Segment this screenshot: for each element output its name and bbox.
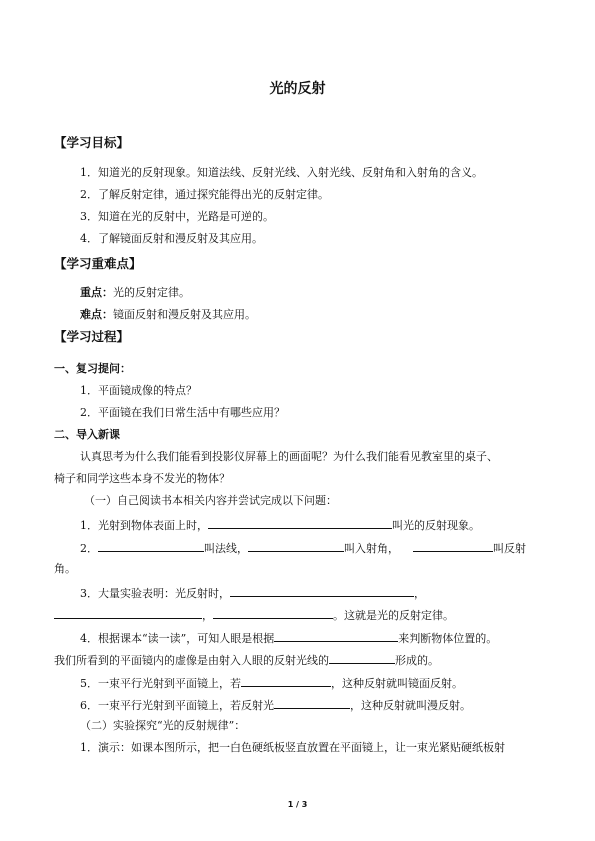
answer-blank[interactable] — [230, 585, 414, 597]
fill-question-4 — [80, 630, 497, 646]
question-text: 叫反射 — [493, 542, 526, 555]
section-key-heading: 【学习重难点】 — [54, 256, 142, 271]
goal-item: 4．了解镜面反射和漫反射及其应用。 — [80, 232, 263, 245]
review-question: 1．平面镜成像的特点？ — [80, 384, 197, 397]
question-text: 形成的。 — [395, 654, 439, 667]
answer-blank[interactable] — [54, 607, 202, 619]
goal-item: 3．知道在光的反射中，光路是可逆的。 — [80, 210, 274, 223]
intro-paragraph: 认真思考为什么我们能看到投影仪屏幕上的画面呢？为什么我们能看见教室里的桌子、 — [80, 450, 498, 463]
fill-question-3-cont — [54, 607, 454, 623]
fill-question-6 — [80, 697, 471, 713]
goal-item: 2．了解反射定律，通过探究能得出光的反射定律。 — [80, 188, 329, 201]
part-one-heading: （一）自己阅读书本相关内容并尝试完成以下问题： — [84, 494, 337, 507]
intro-heading: 二、导入新课 — [54, 428, 120, 441]
answer-blank[interactable] — [274, 630, 398, 642]
question-text: 叫光的反射现象。 — [392, 519, 480, 532]
answer-blank[interactable] — [329, 652, 395, 664]
answer-blank[interactable] — [413, 540, 493, 552]
answer-blank[interactable] — [208, 517, 392, 529]
fill-question-2-cont: 角。 — [54, 562, 76, 575]
fill-question-3 — [80, 585, 425, 601]
review-question: 2．平面镜在我们日常生活中有哪些应用？ — [80, 406, 285, 419]
goal-item: 1．知道光的反射现象。知道法线、反射光线、入射光线、反射角和入射角的含义。 — [80, 166, 483, 179]
intro-paragraph: 椅子和同学这些本身不发光的物体？ — [54, 472, 230, 485]
fill-question-4-cont — [54, 652, 439, 668]
question-text: 我们所看到的平面镜内的虚像是由射入人眼的反射光线的 — [54, 654, 329, 667]
question-text: 。这就是光的反射定律。 — [333, 609, 454, 622]
key-point — [80, 286, 190, 300]
fill-question-1 — [80, 517, 480, 533]
answer-blank[interactable] — [274, 697, 350, 709]
page-number: 1 / 3 — [287, 800, 308, 809]
answer-blank[interactable] — [213, 607, 333, 619]
question-text: 来判断物体位置的。 — [398, 632, 498, 645]
question-text: 5．一束平行光射到平面镜上，若 — [80, 677, 241, 690]
question-text: 3．大量实验表明：光反射时， — [80, 587, 230, 600]
question-text: 4．根据课本“读一读”，可知人眼是根据 — [80, 632, 275, 645]
answer-blank[interactable] — [248, 540, 344, 552]
question-text: 叫入射角， — [344, 542, 399, 555]
fill-question-5 — [80, 675, 463, 691]
section-goals-heading: 【学习目标】 — [54, 135, 130, 150]
difficult-label: 难点： — [80, 308, 113, 321]
question-text: ， — [414, 587, 425, 600]
part-two-heading: （二）实验探究“光的反射规律”： — [80, 719, 246, 732]
review-heading: 一、复习提问： — [54, 362, 131, 375]
question-text: 1．光射到物体表面上时， — [80, 519, 208, 532]
answer-blank[interactable] — [98, 540, 204, 552]
question-text: ，这种反射就叫漫反射。 — [350, 699, 471, 712]
difficult-point — [80, 308, 256, 322]
section-process-heading: 【学习过程】 — [54, 329, 130, 344]
question-text: ， — [202, 609, 213, 622]
fill-question-2 — [80, 540, 526, 556]
difficult-text: 镜面反射和漫反射及其应用。 — [113, 308, 256, 321]
key-label: 重点： — [80, 286, 113, 299]
question-text: 2． — [80, 542, 98, 555]
question-text: 叫法线， — [204, 542, 248, 555]
page-title: 光的反射 — [269, 81, 326, 97]
question-text: ，这种反射就叫镜面反射。 — [331, 677, 463, 690]
demo-paragraph: 1．演示：如课本图所示，把一白色硬纸板竖直放置在平面镜上，让一束光紧贴硬纸板射 — [80, 741, 505, 754]
question-text: 6．一束平行光射到平面镜上，若反射光 — [80, 699, 274, 712]
key-text: 光的反射定律。 — [113, 286, 190, 299]
answer-blank[interactable] — [241, 675, 331, 687]
